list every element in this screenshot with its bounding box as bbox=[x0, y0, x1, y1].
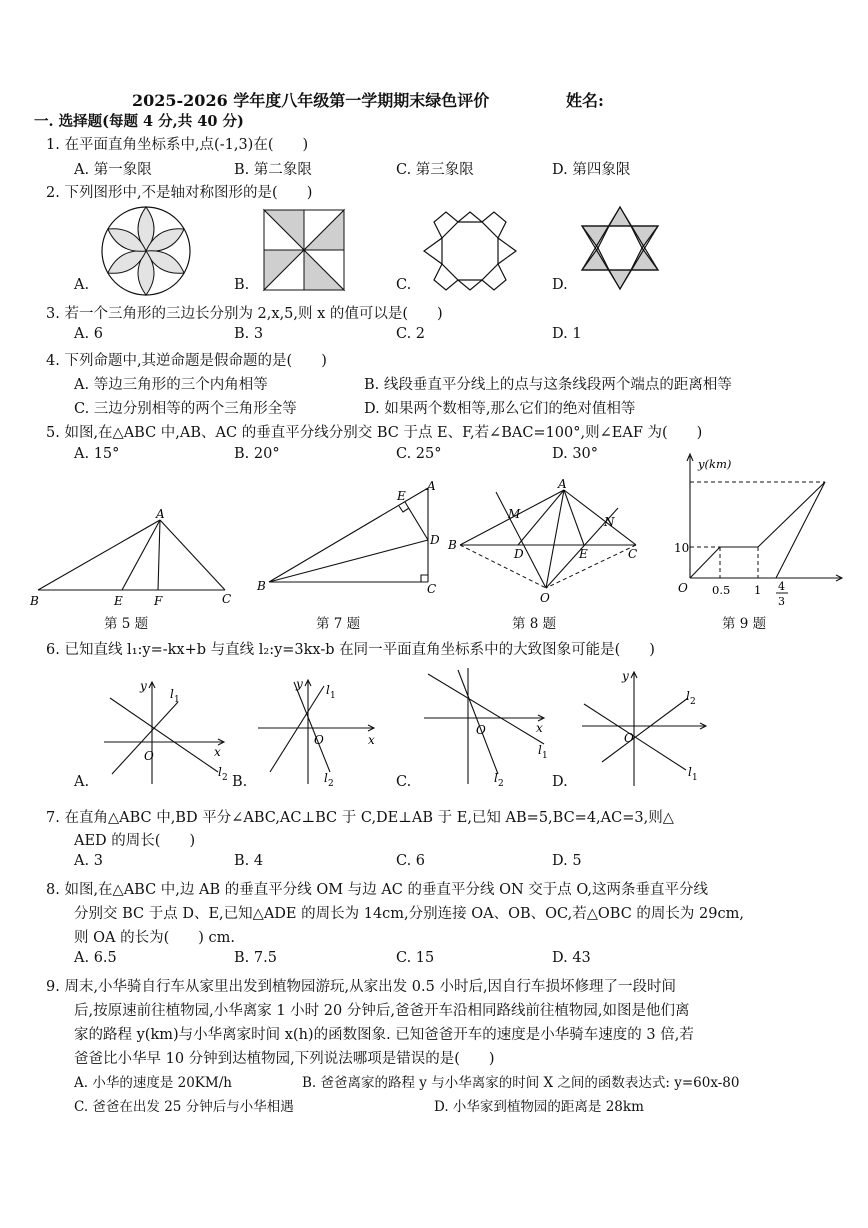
svg-text:2: 2 bbox=[498, 779, 504, 789]
q9-option-b: B. 爸爸离家的路程 y 与小华离家的时间 X 之间的函数表达式: y=60x-80 bbox=[302, 1075, 740, 1091]
q2-figure-d bbox=[580, 205, 660, 291]
q6-option-b: B. bbox=[232, 774, 248, 790]
q4-option-d: D. 如果两个数相等,那么它们的绝对值相等 bbox=[364, 401, 636, 417]
svg-text:l: l bbox=[326, 683, 330, 697]
q5-stem: 5. 如图,在△ABC 中,AB、AC 的垂直平分线分别交 BC 于点 E、F,若∠BAC=100°,则∠EAF 为( ) bbox=[46, 425, 703, 441]
figure-7 bbox=[255, 480, 440, 595]
f5-label-a: A bbox=[156, 507, 165, 521]
svg-text:1: 1 bbox=[174, 695, 180, 705]
q9-option-d: D. 小华家到植物园的距离是 28km bbox=[434, 1099, 644, 1115]
svg-text:x: x bbox=[368, 733, 375, 747]
f7-label-d: D bbox=[430, 533, 440, 547]
svg-text:y: y bbox=[140, 679, 147, 693]
q7-option-c: C. 6 bbox=[396, 853, 426, 869]
q1-option-a: A. 第一象限 bbox=[74, 162, 152, 178]
q1-stem: 1. 在平面直角坐标系中,点(-1,3)在( ) bbox=[46, 137, 309, 153]
f7-label-c: C bbox=[427, 582, 437, 596]
q7-line1: 7. 在直角△ABC 中,BD 平分∠ABC,AC⊥BC 于 C,DE⊥AB 于 E,已知 AB=5,BC=4,AC=3,则△ bbox=[46, 810, 674, 826]
figure-8 bbox=[446, 478, 651, 608]
q6-graph-d bbox=[578, 664, 718, 790]
q7-option-a: A. 3 bbox=[74, 853, 103, 869]
q6-stem: 6. 已知直线 l₁:y=-kx+b 与直线 l₂:y=3kx-b 在同一平面直角坐标系中的大致图象可能是( ) bbox=[46, 642, 655, 658]
figure-5 bbox=[30, 507, 240, 610]
f8-label-d: D bbox=[514, 547, 524, 561]
q2-figure-a bbox=[100, 205, 192, 297]
svg-text:y: y bbox=[622, 669, 629, 683]
q4-option-a: A. 等边三角形的三个内角相等 bbox=[74, 377, 268, 393]
f8-label-e: E bbox=[579, 547, 588, 561]
f9-tick-half: 0.5 bbox=[712, 583, 731, 597]
q4-option-b: B. 线段垂直平分线上的点与这条线段两个端点的距离相等 bbox=[364, 377, 732, 393]
q2-option-a: A. bbox=[74, 277, 90, 293]
figure-9 bbox=[670, 450, 850, 610]
f5-label-b: B bbox=[30, 594, 39, 608]
q8-line3: 则 OA 的长为( ) cm. bbox=[74, 930, 235, 946]
q8-line1: 8. 如图,在△ABC 中,边 AB 的垂直平分线 OM 与边 AC 的垂直平分线 ON 交于点 O,这两条垂直平分线 bbox=[46, 882, 709, 898]
svg-text:l: l bbox=[170, 687, 174, 701]
f5-label-c: C bbox=[222, 592, 232, 606]
q8-option-b: B. 7.5 bbox=[234, 950, 277, 966]
f9-tick-one: 1 bbox=[754, 583, 762, 597]
svg-text:O: O bbox=[314, 733, 324, 747]
svg-text:l: l bbox=[218, 765, 222, 779]
f9-y-label: y(km) bbox=[698, 457, 732, 471]
svg-text:l: l bbox=[688, 765, 692, 779]
q7-option-d: D. 5 bbox=[552, 853, 582, 869]
q2-figure-c bbox=[420, 208, 520, 294]
q4-stem: 4. 下列命题中,其逆命题是假命题的是( ) bbox=[46, 353, 327, 369]
q1-option-c: C. 第三象限 bbox=[396, 162, 474, 178]
f8-label-m: M bbox=[508, 507, 521, 521]
q5-option-a: A. 15° bbox=[74, 446, 120, 462]
caption-5: 第 5 题 bbox=[104, 616, 149, 632]
caption-7: 第 7 题 bbox=[316, 616, 361, 632]
svg-text:l: l bbox=[324, 771, 328, 785]
f8-label-c: C bbox=[628, 547, 638, 561]
q9-line3: 家的路程 y(km)与小华离家时间 x(h)的函数图象. 已知爸爸开车的速度是小华骑车速度的 3 倍,若 bbox=[74, 1027, 694, 1043]
q9-line4: 爸爸比小华早 10 分钟到达植物园,下列说法哪项是错误的是( ) bbox=[74, 1051, 495, 1067]
q9-line2: 后,按原速前往植物园,小华离家 1 小时 20 分钟后,爸爸开车沿相同路线前往植物园,如图是他们离 bbox=[74, 1003, 690, 1019]
q9-option-c: C. 爸爸在出发 25 分钟后与小华相遇 bbox=[74, 1099, 294, 1115]
svg-text:1: 1 bbox=[330, 691, 336, 701]
q2-option-d: D. bbox=[552, 277, 568, 293]
q6-option-d: D. bbox=[552, 774, 568, 790]
q2-option-c: C. bbox=[396, 277, 412, 293]
f5-label-f: F bbox=[154, 594, 163, 608]
q6-graph-a bbox=[100, 672, 240, 790]
svg-text:l: l bbox=[686, 689, 690, 703]
f8-label-o: O bbox=[540, 591, 550, 605]
q9-line1: 9. 周末,小华骑自行车从家里出发到植物园游玩,从家出发 0.5 小时后,因自行车损坏修理了一段时间 bbox=[46, 979, 677, 995]
page-title: 2025-2026 学年度八年级第一学期期末绿色评价 bbox=[132, 91, 490, 110]
f7-label-a: A bbox=[427, 479, 436, 493]
q5-option-b: B. 20° bbox=[234, 446, 280, 462]
q1-option-b: B. 第二象限 bbox=[234, 162, 312, 178]
f9-frac-den: 3 bbox=[778, 595, 785, 608]
svg-text:O: O bbox=[476, 723, 486, 737]
q3-option-d: D. 1 bbox=[552, 326, 582, 342]
q6-graph-b bbox=[254, 672, 384, 790]
caption-8: 第 8 题 bbox=[512, 616, 557, 632]
svg-text:O: O bbox=[144, 749, 154, 763]
svg-text:x: x bbox=[536, 721, 543, 735]
f5-label-e: E bbox=[114, 594, 123, 608]
svg-text:l: l bbox=[538, 743, 542, 757]
svg-text:O: O bbox=[624, 731, 634, 745]
f9-tick-10: 10 bbox=[674, 541, 690, 555]
f7-label-b: B bbox=[257, 579, 266, 593]
q8-option-a: A. 6.5 bbox=[74, 950, 117, 966]
q7-option-b: B. 4 bbox=[234, 853, 264, 869]
q5-option-c: C. 25° bbox=[396, 446, 442, 462]
svg-text:1: 1 bbox=[542, 751, 548, 761]
q8-option-d: D. 43 bbox=[552, 950, 591, 966]
name-label: 姓名: bbox=[566, 91, 604, 110]
f7-label-e: E bbox=[397, 489, 406, 503]
svg-text:l: l bbox=[494, 771, 498, 785]
caption-9: 第 9 题 bbox=[722, 616, 767, 632]
q1-option-d: D. 第四象限 bbox=[552, 162, 631, 178]
q2-stem: 2. 下列图形中,不是轴对称图形的是( ) bbox=[46, 185, 313, 201]
q6-option-a: A. bbox=[74, 774, 90, 790]
q3-option-c: C. 2 bbox=[396, 326, 426, 342]
svg-text:y: y bbox=[296, 677, 303, 691]
q3-option-a: A. 6 bbox=[74, 326, 103, 342]
f9-origin: O bbox=[678, 581, 688, 595]
f8-label-a: A bbox=[558, 477, 567, 491]
q2-figure-b bbox=[262, 208, 346, 292]
q5-option-d: D. 30° bbox=[552, 446, 599, 462]
q9-option-a: A. 小华的速度是 20KM/h bbox=[74, 1075, 232, 1091]
svg-text:2: 2 bbox=[328, 779, 334, 789]
q6-option-c: C. bbox=[396, 774, 412, 790]
q8-line2: 分别交 BC 于点 D、E,已知△ADE 的周长为 14cm,分别连接 OA、OB、OC,若△OBC 的周长为 29cm, bbox=[74, 906, 744, 922]
svg-text:x: x bbox=[214, 745, 221, 759]
q4-option-c: C. 三边分别相等的两个三角形全等 bbox=[74, 401, 297, 417]
q8-option-c: C. 15 bbox=[396, 950, 435, 966]
svg-text:2: 2 bbox=[222, 773, 228, 783]
section-title: 一. 选择题(每题 4 分,共 40 分) bbox=[34, 113, 244, 130]
q3-option-b: B. 3 bbox=[234, 326, 264, 342]
f8-label-b: B bbox=[448, 538, 457, 552]
svg-text:1: 1 bbox=[692, 773, 698, 783]
f8-label-n: N bbox=[604, 515, 615, 529]
q7-line2: AED 的周长( ) bbox=[74, 833, 196, 849]
q6-graph-c bbox=[420, 664, 560, 790]
q2-option-b: B. bbox=[234, 277, 250, 293]
f9-frac-num: 4 bbox=[778, 580, 785, 593]
svg-text:2: 2 bbox=[690, 697, 696, 707]
q3-stem: 3. 若一个三角形的三边长分别为 2,x,5,则 x 的值可以是( ) bbox=[46, 306, 443, 322]
